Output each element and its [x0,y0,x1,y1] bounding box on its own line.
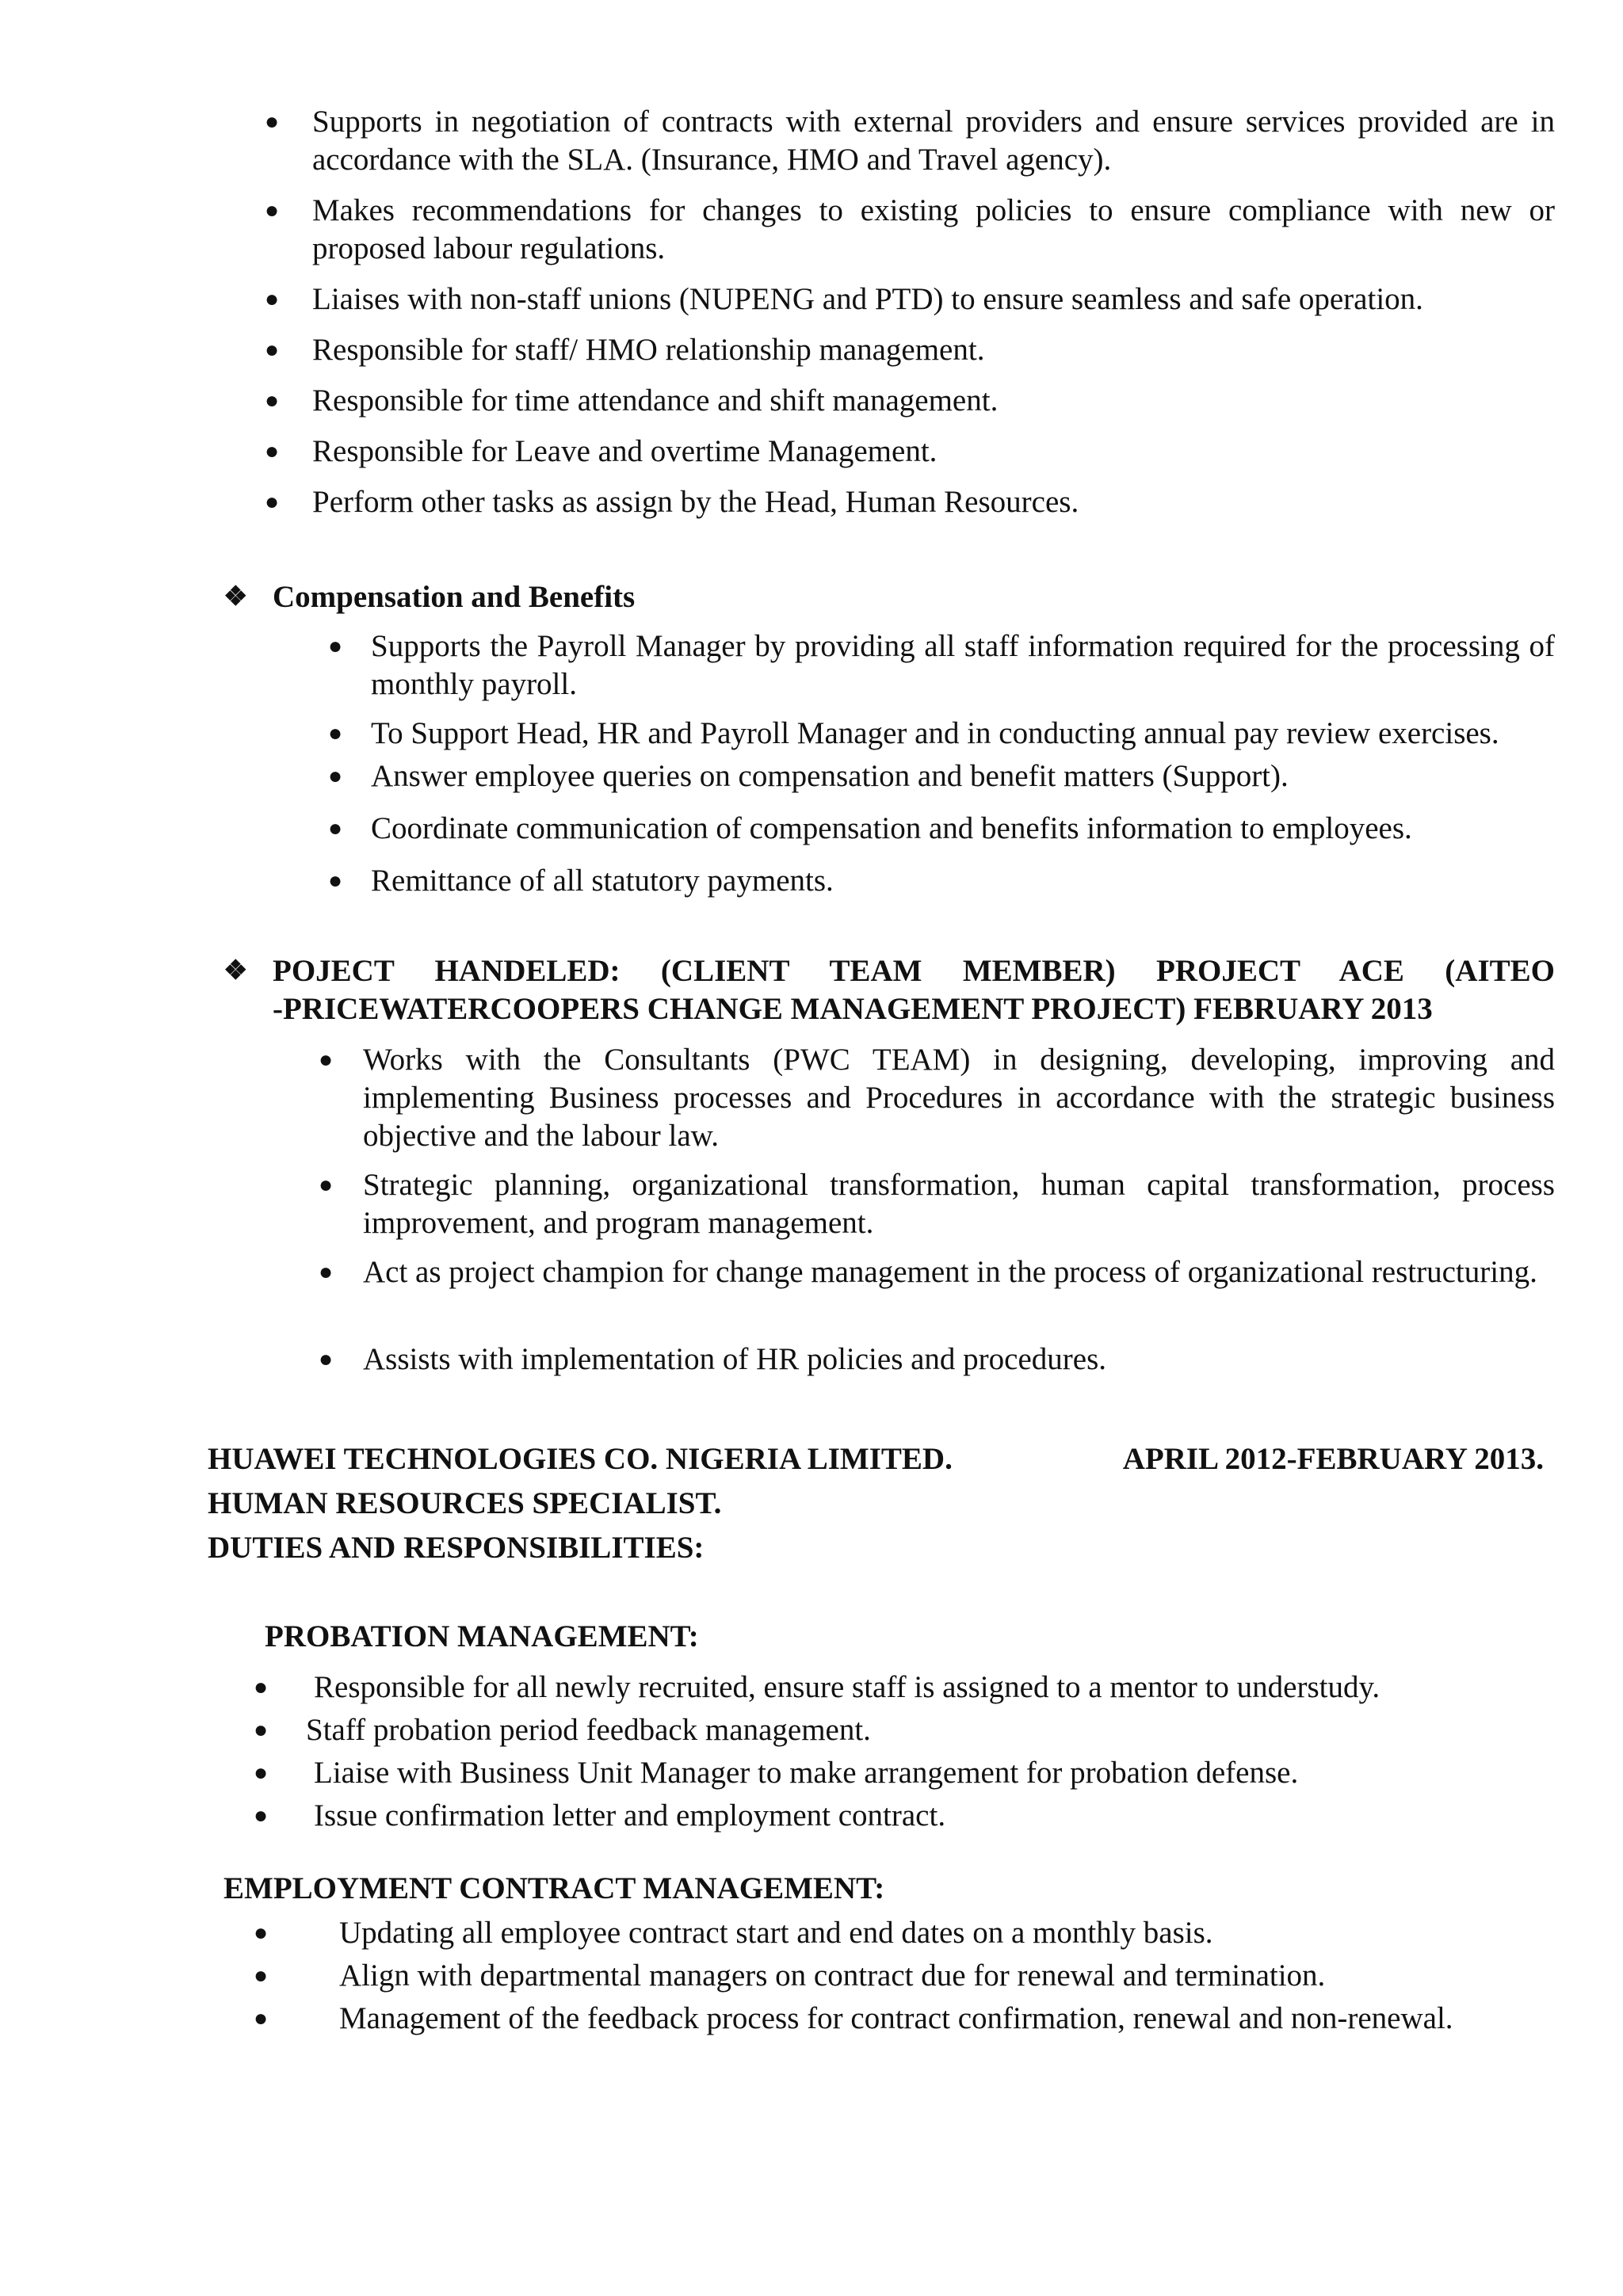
bullet-icon: ● [254,1962,269,1989]
diamond-icon: ❖ [223,956,248,986]
bullet-icon: ● [319,1172,334,1198]
bullet-icon: ● [265,337,280,363]
bullet-icon: ● [265,387,280,414]
list-item-text: Responsible for Leave and overtime Management. [312,434,938,468]
list-item-text: Management of the feedback process for contract confirmation, renewal and non-renewal. [339,2001,1453,2035]
list-item-text: Makes recommendations for changes to existing policies to ensure compliance with new or proposed labour regulations. [312,193,1555,265]
bullet-icon: ● [254,1802,269,1829]
bullet-icon: ● [265,438,280,464]
list-item-text: Works with the Consultants (PWC TEAM) in designing, developing, improving and implementing Business processes and Procedures in accordance with the strategic business objective and the labour law. [363,1043,1555,1153]
list-item [327,715,1555,753]
list-item [262,103,1555,179]
list-item [262,382,1555,420]
list-item-text: Supports the Payroll Manager by providing all staff information required for the processing of monthly payroll. [371,629,1555,701]
company-name: HUAWEI TECHNOLOGIES CO. NIGERIA LIMITED. [208,1442,953,1476]
bullet-icon: ● [319,1346,334,1372]
bullet-icon: ● [328,763,343,789]
list-item-text: Staff probation period feedback management. [306,1713,871,1747]
list-item [262,433,1555,471]
list-item-text: Liaise with Business Unit Manager to make arrangement for probation defense. [314,1756,1299,1790]
bullet-icon: ● [328,633,343,659]
compensation-bullet-list [327,627,1555,900]
list-item-text: Assists with implementation of HR policies and procedures. [363,1342,1107,1376]
list-item [317,1341,1555,1379]
project-bullet-list [317,1041,1555,1379]
bullet-icon: ● [254,1760,269,1786]
list-item [262,280,1555,318]
list-item-text: To Support Head, HR and Payroll Manager and in conducting annual pay review exercises. [371,716,1499,750]
list-item [252,1914,1552,1952]
list-item [317,1253,1555,1329]
bullet-icon: ● [265,489,280,515]
list-item-text: Updating all employee contract start and end dates on a monthly basis. [339,1916,1213,1950]
bullet-icon: ● [254,1717,269,1743]
list-item [327,627,1555,704]
bullet-icon: ● [265,286,280,312]
bullet-icon: ● [265,109,280,135]
list-item [327,757,1555,795]
bullet-icon: ● [319,1259,334,1285]
probation-heading: PROBATION MANAGEMENT: [265,1619,699,1653]
project-heading-line-2: -PRICEWATERCOOPERS CHANGE MANAGEMENT PROJECT) FEBRUARY 2013 [273,992,1433,1026]
list-item-text: Perform other tasks as assign by the Head, Human Resources. [312,485,1079,519]
list-item-text: Remittance of all statutory payments. [371,864,834,898]
bullet-icon: ● [254,1920,269,1946]
list-item [327,810,1555,848]
list-item [262,331,1555,369]
compensation-heading-text: Compensation and Benefits [273,580,636,614]
list-item [252,2000,1552,2038]
list-item-text: Align with departmental managers on contract due for renewal and termination. [339,1958,1326,1993]
list-item [317,1166,1555,1242]
contract-heading: EMPLOYMENT CONTRACT MANAGEMENT: [223,1871,885,1905]
project-heading-line-1: POJECT HANDELED: (CLIENT TEAM MEMBER) PROJECT ACE (AITEO [273,954,1555,988]
list-item-text: Responsible for all newly recruited, ensure staff is assigned to a mentor to understudy. [314,1670,1381,1704]
list-item-text: Responsible for time attendance and shift management. [312,383,999,418]
duties-bullet-list [262,103,1555,521]
bullet-icon: ● [265,197,280,223]
diamond-icon: ❖ [223,582,248,612]
bullet-icon: ● [328,815,343,841]
list-item [327,862,1555,900]
compensation-heading [223,578,1604,616]
bullet-icon: ● [328,868,343,894]
list-item [252,1754,1552,1792]
bullet-icon: ● [254,1674,269,1700]
list-item-text: Strategic planning, organizational transformation, human capital transformation, process improvement, and program management. [363,1168,1555,1240]
list-item-text: Liaises with non-staff unions (NUPENG and PTD) to ensure seamless and safe operation. [312,282,1423,316]
bullet-icon: ● [319,1047,334,1073]
list-item-text: Supports in negotiation of contracts with external providers and ensure services provided are in accordance with the SLA. (Insurance, HMO and Travel agency). [312,105,1555,177]
list-item-text: Answer employee queries on compensation and benefit matters (Support). [371,759,1289,793]
list-item [252,1957,1552,1995]
list-item [252,1797,1552,1835]
list-item-text: Act as project champion for change management in the process of organizational restructuring. [363,1255,1537,1289]
list-item [317,1041,1555,1155]
bullet-icon: ● [328,720,343,746]
list-item-text: Coordinate communication of compensation and benefits information to employees. [371,811,1412,845]
project-heading [223,952,1555,1028]
list-item-text: Issue confirmation letter and employment contract. [314,1798,946,1833]
list-item [262,192,1555,268]
list-item [252,1711,1552,1749]
duties-heading: DUTIES AND RESPONSIBILITIES: [208,1531,705,1565]
list-item-text: Responsible for staff/ HMO relationship management. [312,333,985,367]
probation-bullet-list [252,1669,1552,1835]
bullet-icon: ● [254,2005,269,2031]
job-title: HUMAN RESOURCES SPECIALIST. [208,1486,722,1520]
contract-bullet-list [252,1914,1552,2038]
list-item [262,483,1555,521]
employment-dates: APRIL 2012-FEBRUARY 2013. [1122,1442,1544,1476]
list-item [252,1669,1552,1707]
